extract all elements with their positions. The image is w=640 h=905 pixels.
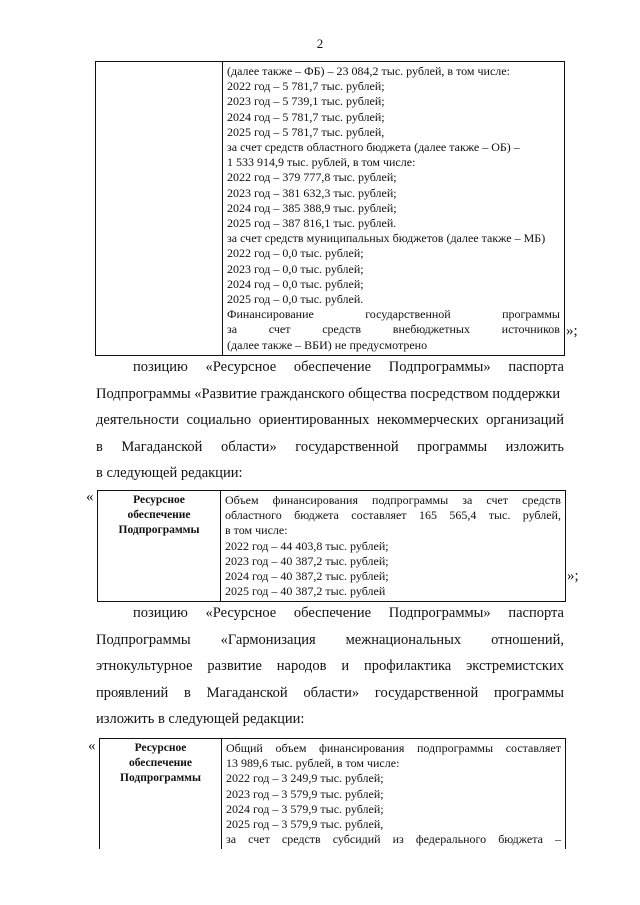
word: государственной bbox=[365, 307, 451, 322]
word: обеспечение bbox=[293, 605, 372, 621]
word: «Ресурсное bbox=[205, 359, 277, 375]
word: 565,4 bbox=[449, 508, 477, 523]
word: за bbox=[227, 322, 238, 337]
word: деятельности bbox=[96, 412, 180, 428]
word: позицию bbox=[133, 605, 188, 621]
word: «Ресурсное bbox=[205, 605, 277, 621]
table3-line: 2023 год – 3 579,9 тыс. рублей; bbox=[226, 786, 384, 801]
word: средств bbox=[322, 322, 362, 337]
table1-lines bbox=[227, 64, 560, 307]
table1-line: 2022 год – 0,0 тыс. рублей; bbox=[227, 246, 364, 261]
word: за bbox=[226, 832, 237, 847]
word: Магаданской bbox=[121, 438, 203, 455]
table1-line: 2024 год – 5 781,7 тыс. рублей; bbox=[227, 109, 385, 124]
word: финансирования bbox=[272, 493, 358, 507]
resource-label: Ресурсное обеспечение Подпрограммы bbox=[100, 739, 222, 850]
word: областного bbox=[225, 508, 282, 523]
table2-line: 2024 год – 40 387,2 тыс. рублей; bbox=[225, 569, 389, 584]
word: Подпрограммы» bbox=[388, 359, 491, 375]
closing-quote: »; bbox=[566, 323, 578, 339]
word: бюджета bbox=[498, 832, 543, 847]
word: проявлений bbox=[96, 684, 169, 701]
opening-quote: « bbox=[86, 489, 94, 505]
word: паспорта bbox=[508, 605, 564, 621]
word: Подпрограммы» bbox=[388, 605, 491, 621]
word: внебюджетных bbox=[392, 322, 470, 337]
word: Объем bbox=[225, 493, 259, 507]
table1-line: 1 533 914,9 тыс. рублей, в том числе: bbox=[227, 155, 416, 170]
word: финансирования bbox=[319, 741, 405, 755]
word: народов bbox=[276, 658, 327, 674]
para2-line bbox=[96, 600, 564, 627]
para2-line: изложить в следующей редакции: bbox=[96, 711, 305, 727]
para1-line: в следующей редакции: bbox=[96, 465, 243, 481]
table3-line: 13 989,6 тыс. рублей, в том числе: bbox=[226, 756, 400, 771]
word: ориентированных bbox=[258, 412, 370, 428]
word: государственной bbox=[295, 438, 399, 455]
word: развитие bbox=[207, 658, 262, 674]
table1-line: за счет средств муниципальных бюджетов (далее также – МБ) bbox=[227, 231, 546, 246]
table1-content-cell bbox=[223, 62, 565, 356]
word: – bbox=[555, 832, 561, 847]
word: в bbox=[184, 684, 191, 701]
word: профилактика bbox=[363, 658, 452, 674]
word: организаций bbox=[486, 412, 564, 428]
word: тыс. bbox=[488, 508, 511, 523]
para1-line: Подпрограммы «Развитие гражданского общества посредством поддержки bbox=[96, 385, 561, 402]
table1-line: 2023 год – 0,0 тыс. рублей; bbox=[227, 261, 364, 276]
word: Подпрограммы bbox=[96, 631, 191, 648]
opening-quote: « bbox=[88, 738, 96, 754]
word: субсидий bbox=[332, 832, 381, 847]
word: 165 bbox=[418, 508, 437, 523]
word: Магаданской bbox=[206, 684, 288, 701]
word: источников bbox=[501, 322, 560, 337]
paragraph-2 bbox=[96, 600, 564, 733]
table1-line: 2025 год – 0,0 тыс. рублей. bbox=[227, 292, 364, 307]
word: программы bbox=[502, 307, 560, 322]
word: некоммерческих bbox=[376, 412, 479, 428]
page-number: 2 bbox=[316, 36, 324, 51]
word: области» bbox=[303, 684, 360, 701]
word: паспорта bbox=[508, 359, 564, 375]
word: из bbox=[392, 832, 404, 847]
table1-line: 2022 год – 379 777,8 тыс. рублей; bbox=[227, 170, 397, 185]
table2-content-cell bbox=[221, 491, 566, 602]
table3-content-cell bbox=[222, 739, 566, 850]
word: межнациональных bbox=[345, 631, 462, 648]
closing-quote: »; bbox=[567, 568, 579, 584]
table2-line: в том числе: bbox=[225, 523, 288, 538]
table3-line: 2025 год – 3 579,9 тыс. рублей, bbox=[226, 817, 384, 832]
table3-line: 2022 год – 3 249,9 тыс. рублей; bbox=[226, 771, 384, 786]
para1-line bbox=[96, 354, 564, 381]
table1-line: 2025 год – 387 816,1 тыс. рублей. bbox=[227, 216, 397, 231]
word: за bbox=[462, 493, 473, 507]
word: в bbox=[96, 438, 103, 455]
word: счет bbox=[248, 832, 270, 847]
word: Общий bbox=[226, 741, 263, 755]
word: «Гармонизация bbox=[220, 631, 316, 648]
word: области» bbox=[220, 438, 277, 455]
resource-label: Ресурсное обеспечение Подпрограммы bbox=[98, 491, 221, 602]
table1-line: 2023 год – 381 632,3 тыс. рублей; bbox=[227, 185, 397, 200]
table1-line: 2023 год – 5 739,1 тыс. рублей; bbox=[227, 94, 385, 109]
word: бюджета bbox=[294, 508, 339, 523]
word: социально bbox=[186, 412, 252, 428]
table1-label-cell bbox=[96, 62, 223, 356]
table2-line: 2022 год – 44 403,8 тыс. рублей; bbox=[225, 538, 389, 553]
table1-line: за счет средств областного бюджета (далее также – ОБ) – bbox=[227, 140, 520, 155]
funding-table-2 bbox=[97, 490, 566, 602]
table1-financing-line bbox=[227, 307, 560, 322]
table1-financing-line: (далее также – ВБИ) не предусмотрено bbox=[227, 337, 428, 352]
table1-line: 2025 год – 5 781,7 тыс. рублей, bbox=[227, 124, 385, 139]
word: этнокультурное bbox=[96, 658, 193, 674]
word: подпрограммы bbox=[372, 493, 449, 507]
para1-line bbox=[96, 407, 564, 434]
word: Финансирование bbox=[227, 307, 314, 322]
para2-line bbox=[96, 627, 564, 654]
word: программы bbox=[417, 438, 488, 455]
paragraph-1 bbox=[96, 354, 564, 487]
word: составляет bbox=[351, 508, 407, 523]
table2-line bbox=[225, 493, 561, 508]
table3-line: 2024 год – 3 579,9 тыс. рублей; bbox=[226, 801, 384, 816]
table2-line bbox=[225, 508, 561, 523]
para2-line bbox=[96, 653, 564, 680]
table1-line: 2024 год – 385 388,9 тыс. рублей; bbox=[227, 200, 397, 215]
word: средств bbox=[522, 493, 561, 507]
word: рублей, bbox=[522, 508, 561, 523]
table2-line: 2023 год – 40 387,2 тыс. рублей; bbox=[225, 553, 389, 568]
funding-table-1 bbox=[95, 61, 565, 356]
word: объем bbox=[275, 741, 307, 755]
table1-line: 2022 год – 5 781,7 тыс. рублей; bbox=[227, 79, 385, 94]
table3-line bbox=[226, 832, 561, 847]
word: составляет bbox=[505, 741, 561, 755]
word: отношений, bbox=[491, 631, 564, 648]
table2-line: 2025 год – 40 387,2 тыс. рублей bbox=[225, 584, 386, 599]
table1-financing-line bbox=[227, 322, 560, 337]
word: изложить bbox=[505, 438, 564, 455]
word: экстремистских bbox=[466, 658, 564, 674]
word: средств bbox=[281, 832, 321, 847]
table3-line bbox=[226, 741, 561, 756]
word: и bbox=[341, 658, 350, 674]
word: позицию bbox=[133, 359, 188, 375]
word: программы bbox=[494, 684, 564, 701]
funding-table-3 bbox=[99, 738, 566, 849]
para1-line bbox=[96, 434, 564, 461]
word: подпрограммы bbox=[416, 741, 494, 755]
word: обеспечение bbox=[293, 359, 372, 375]
word: федерального bbox=[415, 832, 487, 847]
para2-line bbox=[96, 680, 564, 707]
word: счет bbox=[486, 493, 509, 507]
table1-line: (далее также – ФБ) – 23 084,2 тыс. рублей, в том числе: bbox=[227, 64, 510, 78]
word: государственной bbox=[374, 684, 479, 701]
table1-line: 2024 год – 0,0 тыс. рублей; bbox=[227, 276, 364, 291]
word: счет bbox=[268, 322, 291, 337]
